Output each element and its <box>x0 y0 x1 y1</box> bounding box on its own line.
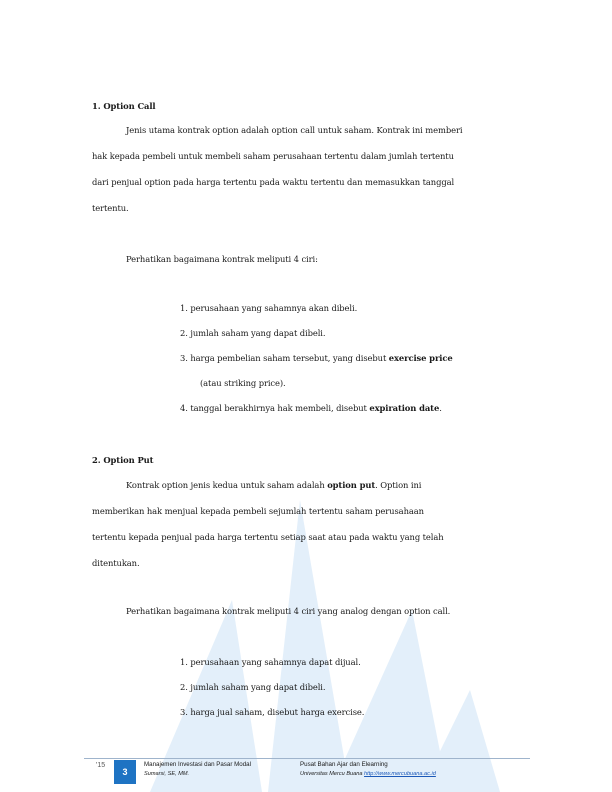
section-1-heading: 1. Option Call <box>92 101 156 111</box>
section-1-paragraph-line-1: Jenis utama kontrak option adalah option call untuk saham. Kontrak ini memberi <box>126 125 463 135</box>
section-2-item-2: 2. jumlah saham yang dapat dibeli. <box>180 682 326 692</box>
section-1-item-3-text: 3. harga pembelian saham tersebut, yang disebut <box>180 353 389 363</box>
section-1-item-2: 2. jumlah saham yang dapat dibeli. <box>180 328 326 338</box>
section-1-paragraph-line-4: tertentu. <box>92 203 129 213</box>
page-number-badge: 3 <box>114 760 136 784</box>
expiration-date-term: expiration date <box>369 403 440 413</box>
section-1-item-4 <box>180 403 442 413</box>
section-1-intro: Perhatikan bagaimana kontrak meliputi 4 ciri: <box>126 254 318 264</box>
page-footer <box>0 748 612 792</box>
footer-university-name: Universitas Mercu Buana <box>300 771 365 777</box>
section-1-item-4-text: 4. tanggal berakhirnya hak membeli, disebut <box>180 403 370 413</box>
footer-center-title: Pusat Bahan Ajar dan Elearning <box>300 761 388 768</box>
section-2-item-1: 1. perusahaan yang sahamnya dapat dijual. <box>180 657 361 667</box>
section-2-intro: Perhatikan bagaimana kontrak meliputi 4 ciri yang analog dengan option call. <box>126 606 451 616</box>
item-4-period: . <box>439 403 442 413</box>
section-1-paragraph-line-2: hak kepada pembeli untuk membeli saham perusahaan tertentu dalam jumlah tertentu <box>92 151 454 161</box>
footer-divider <box>84 758 530 759</box>
section-2-paragraph-line-2: memberikan hak menjual kepada pembeli sejumlah tertentu saham perusahaan <box>92 506 424 516</box>
footer-course-title: Manajemen Investasi dan Pasar Modal <box>144 761 251 768</box>
footer-university <box>300 771 436 777</box>
footer-year: '15 <box>96 762 106 769</box>
footer-author: Sumarsi, SE, MM. <box>144 771 190 777</box>
section-1-paragraph-line-3: dari penjual option pada harga tertentu pada waktu tertentu dan memasukkan tanggal <box>92 177 455 187</box>
section-1-item-1: 1. perusahaan yang sahamnya akan dibeli. <box>180 303 358 313</box>
section-1-item-3 <box>180 353 453 363</box>
footer-website-link[interactable]: http://www.mercubuana.ac.id <box>364 771 436 777</box>
section-2-para-lead: Kontrak option jenis kedua untuk saham adalah <box>126 480 328 490</box>
section-2-item-3: 3. harga jual saham, disebut harga exercise. <box>180 707 365 717</box>
option-put-term: option put <box>327 480 376 490</box>
section-1-item-3-continuation: (atau striking price). <box>200 378 286 388</box>
section-2-para-tail: . Option ini <box>375 480 422 490</box>
section-2-paragraph-line-4: ditentukan. <box>92 558 140 568</box>
section-2-heading: 2. Option Put <box>92 455 154 465</box>
section-2-paragraph-line-1 <box>126 480 421 490</box>
exercise-price-term: exercise price <box>388 353 453 363</box>
section-2-paragraph-line-3: tertentu kepada penjual pada harga tertentu setiap saat atau pada waktu yang telah <box>92 532 444 542</box>
